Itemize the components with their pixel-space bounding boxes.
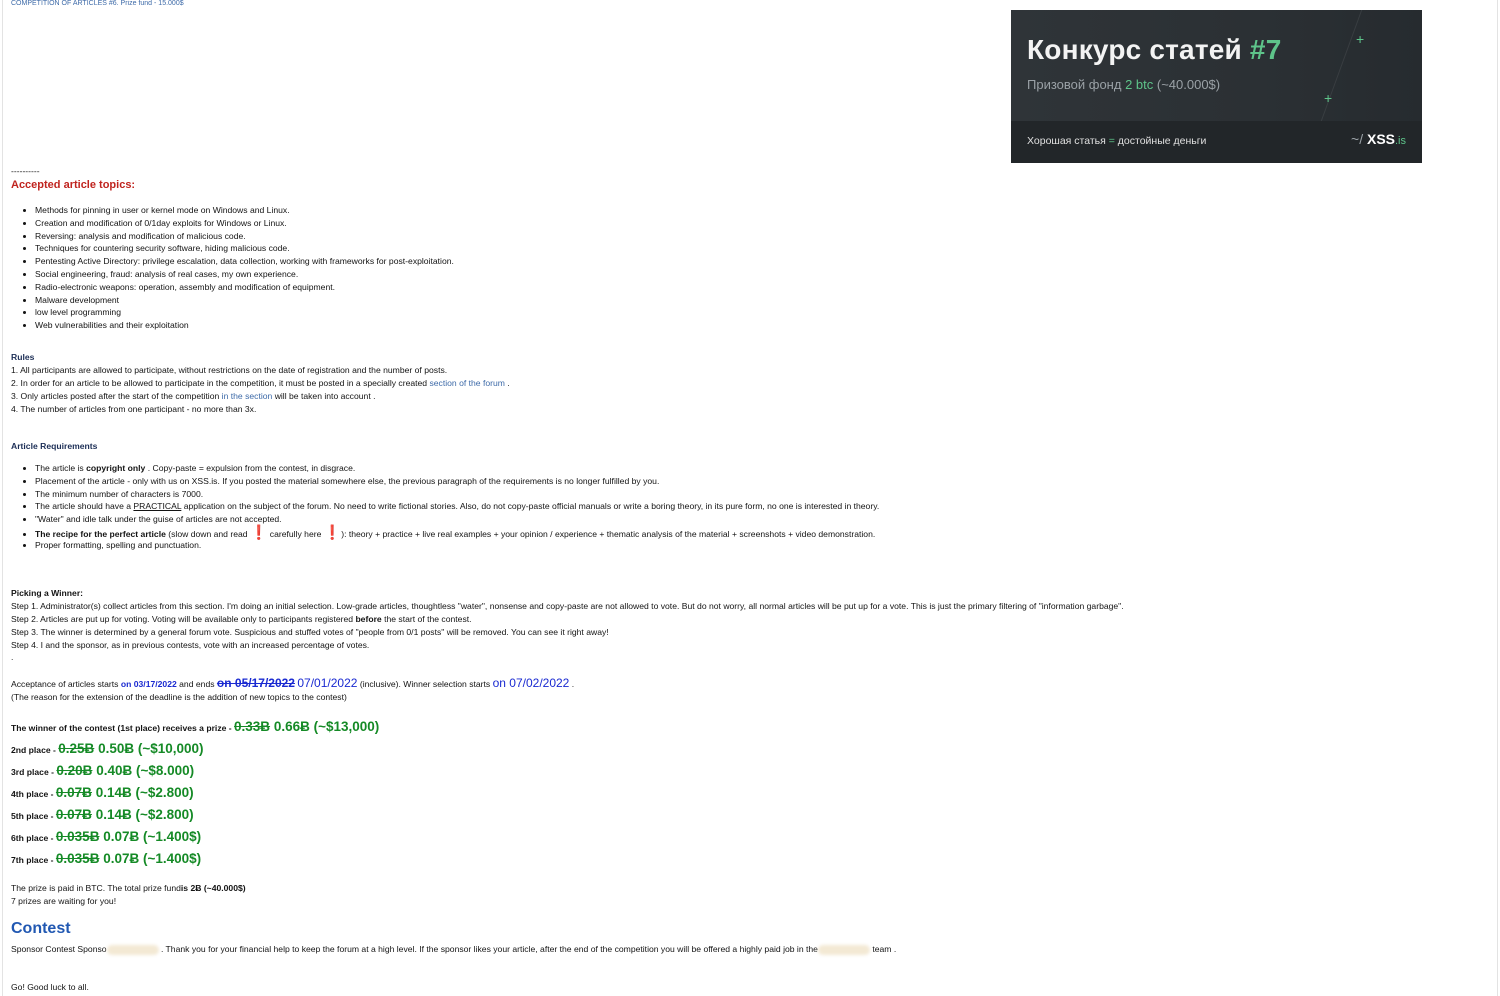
plus-icon: + bbox=[1356, 31, 1365, 47]
contest-a: Sponsor Contest Sponso bbox=[11, 944, 107, 954]
rule-4: 4. The number of articles from one participant - no more than 3x. bbox=[11, 404, 257, 414]
list-item: • Radio-electronic weapons: operation, assembly and modification of equipment. bbox=[35, 281, 454, 294]
list-item: • The minimum number of characters is 7000. bbox=[35, 488, 879, 501]
logo-name: XSS bbox=[1366, 131, 1395, 147]
prize-old: 0.07Ƀ bbox=[55, 785, 92, 800]
list-item: • low level programming bbox=[35, 306, 454, 319]
prize-old: 0.07Ƀ bbox=[55, 807, 92, 822]
prize-amount bbox=[56, 785, 194, 800]
list-item bbox=[35, 500, 879, 513]
requirements-heading: Article Requirements bbox=[11, 441, 98, 451]
rule-2-text: 2. In order for an article to be allowed to participate in the competition, it must be posted in a specially created bbox=[11, 378, 428, 388]
logo-tilde: ~/ bbox=[1351, 131, 1364, 147]
list-item bbox=[35, 523, 879, 540]
prize-row bbox=[11, 807, 194, 822]
req-1-a: The article is bbox=[35, 463, 84, 473]
list-item bbox=[35, 462, 879, 475]
prize-new: 0.40Ƀ bbox=[96, 763, 133, 778]
prize-old: 0.035Ƀ bbox=[55, 851, 100, 866]
dates-c: (inclusive). Winner selection starts bbox=[359, 679, 491, 689]
prize-new: 0.66Ƀ bbox=[273, 719, 310, 734]
section-link[interactable]: in the section bbox=[221, 391, 273, 401]
previous-competition-link[interactable]: COMPETITION OF ARTICLES #6. Prize fund - 15.000$ bbox=[11, 0, 184, 7]
rule-3-end: will be taken into account . bbox=[274, 391, 376, 401]
rule-3-text: 3. Only articles posted after the start of the competition bbox=[11, 391, 220, 401]
list-item: • Pentesting Active Directory: privilege escalation, data collection, working with frameworks for post-exploitation. bbox=[35, 255, 454, 268]
prize-new: 0.14Ƀ bbox=[95, 807, 132, 822]
banner-title-text: Конкурс статей bbox=[1027, 34, 1242, 65]
prize-old: 0.33Ƀ bbox=[234, 719, 271, 734]
prize-usd: (~$2.800) bbox=[135, 785, 194, 800]
rules-heading: Rules bbox=[11, 352, 35, 362]
req-6-c: carefully here bbox=[269, 528, 322, 539]
prize-label: The winner of the contest (1st place) receives a prize - bbox=[11, 723, 232, 733]
slogan-part-a: Хорошая статья bbox=[1027, 135, 1106, 147]
old-end-date: on 05/17/2022 bbox=[216, 676, 295, 690]
separator: ---------- bbox=[11, 166, 40, 176]
prize-usd: (~1.400$) bbox=[143, 829, 202, 844]
prize-amount bbox=[56, 763, 194, 778]
list-item: • Proper formatting, spelling and punctuation. bbox=[35, 539, 879, 552]
redacted-team bbox=[818, 945, 870, 955]
plus-icon: + bbox=[1324, 90, 1333, 106]
prize-amount bbox=[234, 719, 379, 734]
banner-title bbox=[1027, 34, 1281, 66]
winner-step-2 bbox=[11, 613, 472, 626]
winner-step-4: Step 4. I and the sponsor, as in previous contests, vote with an increased percentage of votes. bbox=[11, 640, 370, 650]
list-item: • "Water" and idle talk under the guise of articles are not accepted. bbox=[35, 513, 879, 526]
logo-domain: .is bbox=[1395, 135, 1406, 147]
list-item: • Reversing: analysis and modification of malicious code. bbox=[35, 230, 454, 243]
list-item: • Placement of the article - only with us on XSS.is. If you posted the material somewhere else, the previous paragraph of the requirements is no longer fulfilled by you. bbox=[35, 475, 879, 488]
prize-usd: (~1.400$) bbox=[143, 851, 202, 866]
banner-title-number: #7 bbox=[1249, 34, 1282, 65]
dates-note: (The reason for the extension of the deadline is the addition of new topics to the contest) bbox=[11, 692, 347, 702]
prize-usd: (~$8.000) bbox=[135, 763, 195, 778]
req-4-a: The article should have a bbox=[35, 501, 132, 512]
winner-heading: Picking a Winner: bbox=[11, 588, 84, 598]
prize-row bbox=[11, 851, 201, 866]
forum-section-link[interactable]: section of the forum bbox=[429, 378, 505, 388]
list-item: • Techniques for countering security software, hiding malicious code. bbox=[35, 242, 454, 255]
prize-usd: (~$10,000) bbox=[137, 741, 204, 756]
prize-old: 0.20Ƀ bbox=[56, 763, 93, 778]
contest-banner bbox=[1011, 10, 1422, 163]
req-4-c: application on the subject of the forum. No need to write fictional stories. Also, do not copy-paste official manuals or write a boring theory, in its pure form, no one is interested in theory. bbox=[183, 501, 880, 512]
banner-slogan bbox=[1027, 135, 1206, 147]
prize-new: 0.07Ƀ bbox=[103, 829, 140, 844]
prize-amount bbox=[56, 807, 194, 822]
contest-text bbox=[11, 943, 896, 956]
prize-new: 0.07Ƀ bbox=[103, 851, 140, 866]
rule-1: 1. All participants are allowed to participate, without restrictions on the date of registration and the number of posts. bbox=[11, 365, 448, 375]
contest-c: team . bbox=[872, 944, 897, 954]
prize-label: 2nd place - bbox=[11, 745, 56, 755]
total-a: The prize is paid in BTC. The total prize fund bbox=[11, 883, 181, 893]
closing-text: Go! Good luck to all. bbox=[11, 982, 89, 992]
rule-2-end: . bbox=[507, 378, 510, 388]
total-b: is 2Ƀ (~40.000$) bbox=[180, 883, 246, 893]
step-2-a: Step 2. Articles are put up for voting. Voting will be available only to participants registered bbox=[11, 614, 354, 624]
rule-2 bbox=[11, 377, 510, 390]
contest-b: . Thank you for your financial help to keep the forum at a high level. If the sponsor likes your article, after the end of the competition you will be offered a highly paid job in the bbox=[160, 944, 818, 954]
exclamation-icon: ❗ bbox=[249, 523, 268, 540]
topics-heading: Accepted article topics: bbox=[11, 179, 136, 191]
req-6-a: The recipe for the perfect article bbox=[35, 528, 166, 539]
req-4-b: PRACTICAL bbox=[133, 501, 182, 512]
banner-subtitle bbox=[1027, 77, 1220, 92]
prize-label: 3rd place - bbox=[11, 767, 54, 777]
dates-line bbox=[11, 676, 574, 690]
xss-logo bbox=[1351, 131, 1406, 147]
prize-old: 0.035Ƀ bbox=[55, 829, 100, 844]
step-2-b: before bbox=[355, 614, 382, 624]
prize-label: 4th place - bbox=[11, 789, 54, 799]
list-item: • Social engineering, fraud: analysis of real cases, my own experience. bbox=[35, 268, 454, 281]
step-2-c: the start of the contest. bbox=[384, 614, 472, 624]
winner-step-1: Step 1. Administrator(s) collect articles from this section. I'm doing an initial selection. Low-grade articles, thoughtless "water", nonsense and copy-paste are not allowed to vote. But do not worry, all normal articles will be put up for a vote. This is just the primary filtering of "information garbage". bbox=[11, 601, 1124, 611]
redacted-sponsor bbox=[107, 945, 159, 955]
slogan-part-b: достойные деньги bbox=[1117, 135, 1207, 147]
prize-old: 0.25Ƀ bbox=[58, 741, 95, 756]
prize-row bbox=[11, 785, 194, 800]
prize-usd: (~$2.800) bbox=[135, 807, 194, 822]
list-item: • Malware development bbox=[35, 294, 454, 307]
dates-b: and ends bbox=[179, 679, 215, 689]
prize-label: 5th place - bbox=[11, 811, 54, 821]
prize-row bbox=[11, 719, 379, 734]
winner-dot: . bbox=[11, 652, 14, 662]
topics-list bbox=[11, 204, 454, 332]
new-end-date: 07/01/2022 bbox=[297, 676, 358, 690]
start-date: on 03/17/2022 bbox=[120, 679, 177, 689]
slogan-equals: = bbox=[1108, 135, 1115, 147]
prize-row bbox=[11, 763, 194, 778]
prizes-waiting: 7 prizes are waiting for you! bbox=[11, 896, 117, 906]
selection-date: on 07/02/2022 bbox=[492, 676, 570, 690]
total-prize-line bbox=[11, 882, 246, 895]
prize-new: 0.50Ƀ bbox=[98, 741, 135, 756]
rule-3 bbox=[11, 390, 375, 403]
prize-amount bbox=[58, 741, 203, 756]
banner-sub-amount: 2 btc bbox=[1125, 77, 1154, 92]
req-1-b: copyright only bbox=[86, 463, 146, 473]
req-6-d: ): theory + practice + live real examples + your opinion / experience + thematic analysis of the material + screenshots + video demonstration. bbox=[341, 528, 876, 539]
prize-label: 6th place - bbox=[11, 833, 54, 843]
prize-amount bbox=[56, 829, 201, 844]
list-item: • Methods for pinning in user or kernel mode on Windows and Linux. bbox=[35, 204, 454, 217]
prize-row bbox=[11, 829, 201, 844]
dates-d: . bbox=[571, 679, 575, 689]
req-1-c: . Copy-paste = expulsion from the contest, in disgrace. bbox=[147, 463, 356, 473]
prize-label: 7th place - bbox=[11, 855, 54, 865]
banner-sub-prefix: Призовой фонд bbox=[1027, 77, 1122, 92]
requirements-list bbox=[11, 462, 879, 552]
list-item: • Creation and modification of 0/1day exploits for Windows or Linux. bbox=[35, 217, 454, 230]
banner-sub-usd: (~40.000$) bbox=[1156, 77, 1221, 92]
prize-row bbox=[11, 741, 204, 756]
list-item: • Web vulnerabilities and their exploitation bbox=[35, 319, 454, 332]
contest-heading: Contest bbox=[11, 920, 71, 937]
prize-usd: (~$13,000) bbox=[313, 719, 380, 734]
prize-new: 0.14Ƀ bbox=[95, 785, 132, 800]
winner-step-3: Step 3. The winner is determined by a general forum vote. Suspicious and stuffed votes of "people from 0/1 posts" will be removed. You can see it right away! bbox=[11, 627, 609, 637]
exclamation-icon: ❗ bbox=[323, 523, 342, 540]
prize-amount bbox=[56, 851, 201, 866]
dates-a: Acceptance of articles starts bbox=[11, 679, 119, 689]
req-6-b: (slow down and read bbox=[168, 528, 248, 539]
